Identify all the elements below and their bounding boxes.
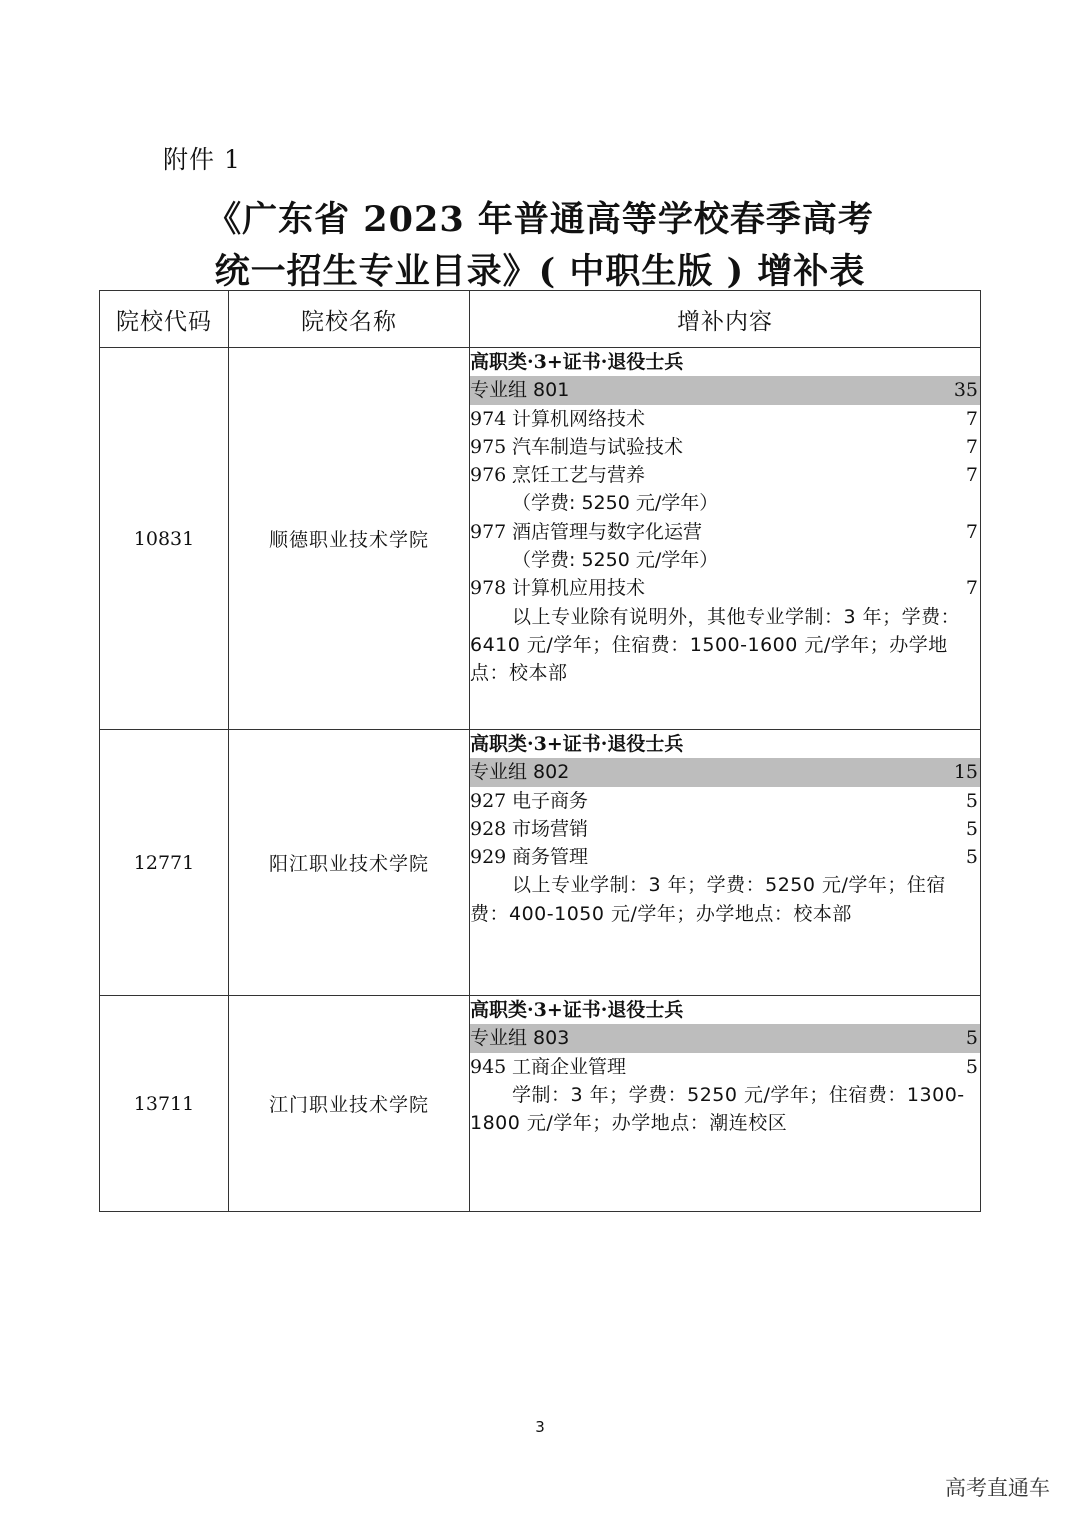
annex-label: 附件 1 <box>163 145 241 174</box>
header-school-name: 院校名称 <box>229 291 470 348</box>
group-label: 专业组 801 <box>470 379 570 402</box>
major-code: 976 <box>470 464 507 487</box>
major-item <box>470 574 980 602</box>
group-note: 以上专业除有说明外，其他专业学制：3 年；学费： 6410 元/学年；住宿费：1500-1600 元/学年；办学地点：校本部 <box>470 605 961 685</box>
school-code: 10831 <box>100 348 229 730</box>
major-count: 5 <box>965 789 978 812</box>
page-number: 3 <box>535 1418 545 1436</box>
table-header-row <box>100 291 981 348</box>
table-row <box>100 348 981 730</box>
supplement-content <box>470 348 981 730</box>
major-name: 酒店管理与数字化运营 <box>512 520 703 543</box>
header-school-code: 院校代码 <box>100 291 229 348</box>
major-count: 7 <box>965 464 978 487</box>
table-row <box>100 730 981 996</box>
group-count: 35 <box>953 379 978 402</box>
major-code: 929 <box>470 846 507 869</box>
major-group <box>470 758 980 786</box>
major-name: 计算机网络技术 <box>512 407 646 430</box>
document-title-line2: 统一招生专业目录》( 中职生版 ) 增补表 <box>214 251 866 292</box>
group-note: 以上专业学制：3 年；学费：5250 元/学年；住宿费：400-1050 元/学年；办学地点：校本部 <box>470 874 946 925</box>
major-fee-note: （学费: 5250 元/学年） <box>512 549 719 572</box>
major-name: 商务管理 <box>512 846 589 869</box>
category-label: 高职类·3+证书·退役士兵 <box>470 999 684 1021</box>
major-item <box>470 815 980 843</box>
major-count: 5 <box>965 817 978 840</box>
school-name: 顺德职业技术学院 <box>229 348 470 730</box>
school-code: 12771 <box>100 730 229 996</box>
group-note: 学制：3 年；学费：5250 元/学年；住宿费：1300-1800 元/学年；办学地点：潮连校区 <box>470 1083 965 1135</box>
major-name: 电子商务 <box>512 789 589 812</box>
table-row <box>100 996 981 1212</box>
major-item <box>470 518 980 546</box>
group-label: 专业组 803 <box>470 1027 570 1050</box>
major-code: 974 <box>470 407 507 430</box>
major-code: 928 <box>470 817 507 840</box>
major-count: 7 <box>965 435 978 458</box>
group-label: 专业组 802 <box>470 761 570 784</box>
major-count: 5 <box>965 846 978 869</box>
major-name: 工商企业管理 <box>512 1055 627 1078</box>
major-item <box>470 843 980 871</box>
major-code: 977 <box>470 520 507 543</box>
major-name: 市场营销 <box>512 817 589 840</box>
major-code: 975 <box>470 435 507 458</box>
document-title-line1: 《广东省 2023 年普通高等学校春季高考 <box>206 199 874 240</box>
category-label: 高职类·3+证书·退役士兵 <box>470 351 684 373</box>
major-name: 计算机应用技术 <box>512 577 646 600</box>
major-item <box>470 405 980 433</box>
major-item <box>470 461 980 489</box>
supplement-content <box>470 996 981 1212</box>
supplement-table <box>99 290 981 1212</box>
school-name: 阳江职业技术学院 <box>229 730 470 996</box>
major-name: 汽车制造与试验技术 <box>512 435 684 458</box>
group-count: 15 <box>953 761 978 784</box>
group-count: 5 <box>965 1027 978 1050</box>
major-fee-note: （学费: 5250 元/学年） <box>512 492 719 515</box>
major-code: 978 <box>470 577 507 600</box>
header-content: 增补内容 <box>470 291 981 348</box>
major-count: 7 <box>965 407 978 430</box>
major-count: 5 <box>965 1055 978 1078</box>
major-code: 927 <box>470 789 507 812</box>
watermark-text: 高考直通车 <box>945 1476 1050 1500</box>
major-name: 烹饪工艺与营养 <box>512 464 646 487</box>
category-label: 高职类·3+证书·退役士兵 <box>470 733 684 755</box>
major-item <box>470 433 980 461</box>
supplement-content <box>470 730 981 996</box>
major-group <box>470 376 980 404</box>
major-count: 7 <box>965 577 978 600</box>
school-code: 13711 <box>100 996 229 1212</box>
major-item <box>470 1053 980 1081</box>
major-code: 945 <box>470 1055 507 1078</box>
major-count: 7 <box>965 520 978 543</box>
school-name: 江门职业技术学院 <box>229 996 470 1212</box>
major-item <box>470 787 980 815</box>
major-group <box>470 1024 980 1052</box>
